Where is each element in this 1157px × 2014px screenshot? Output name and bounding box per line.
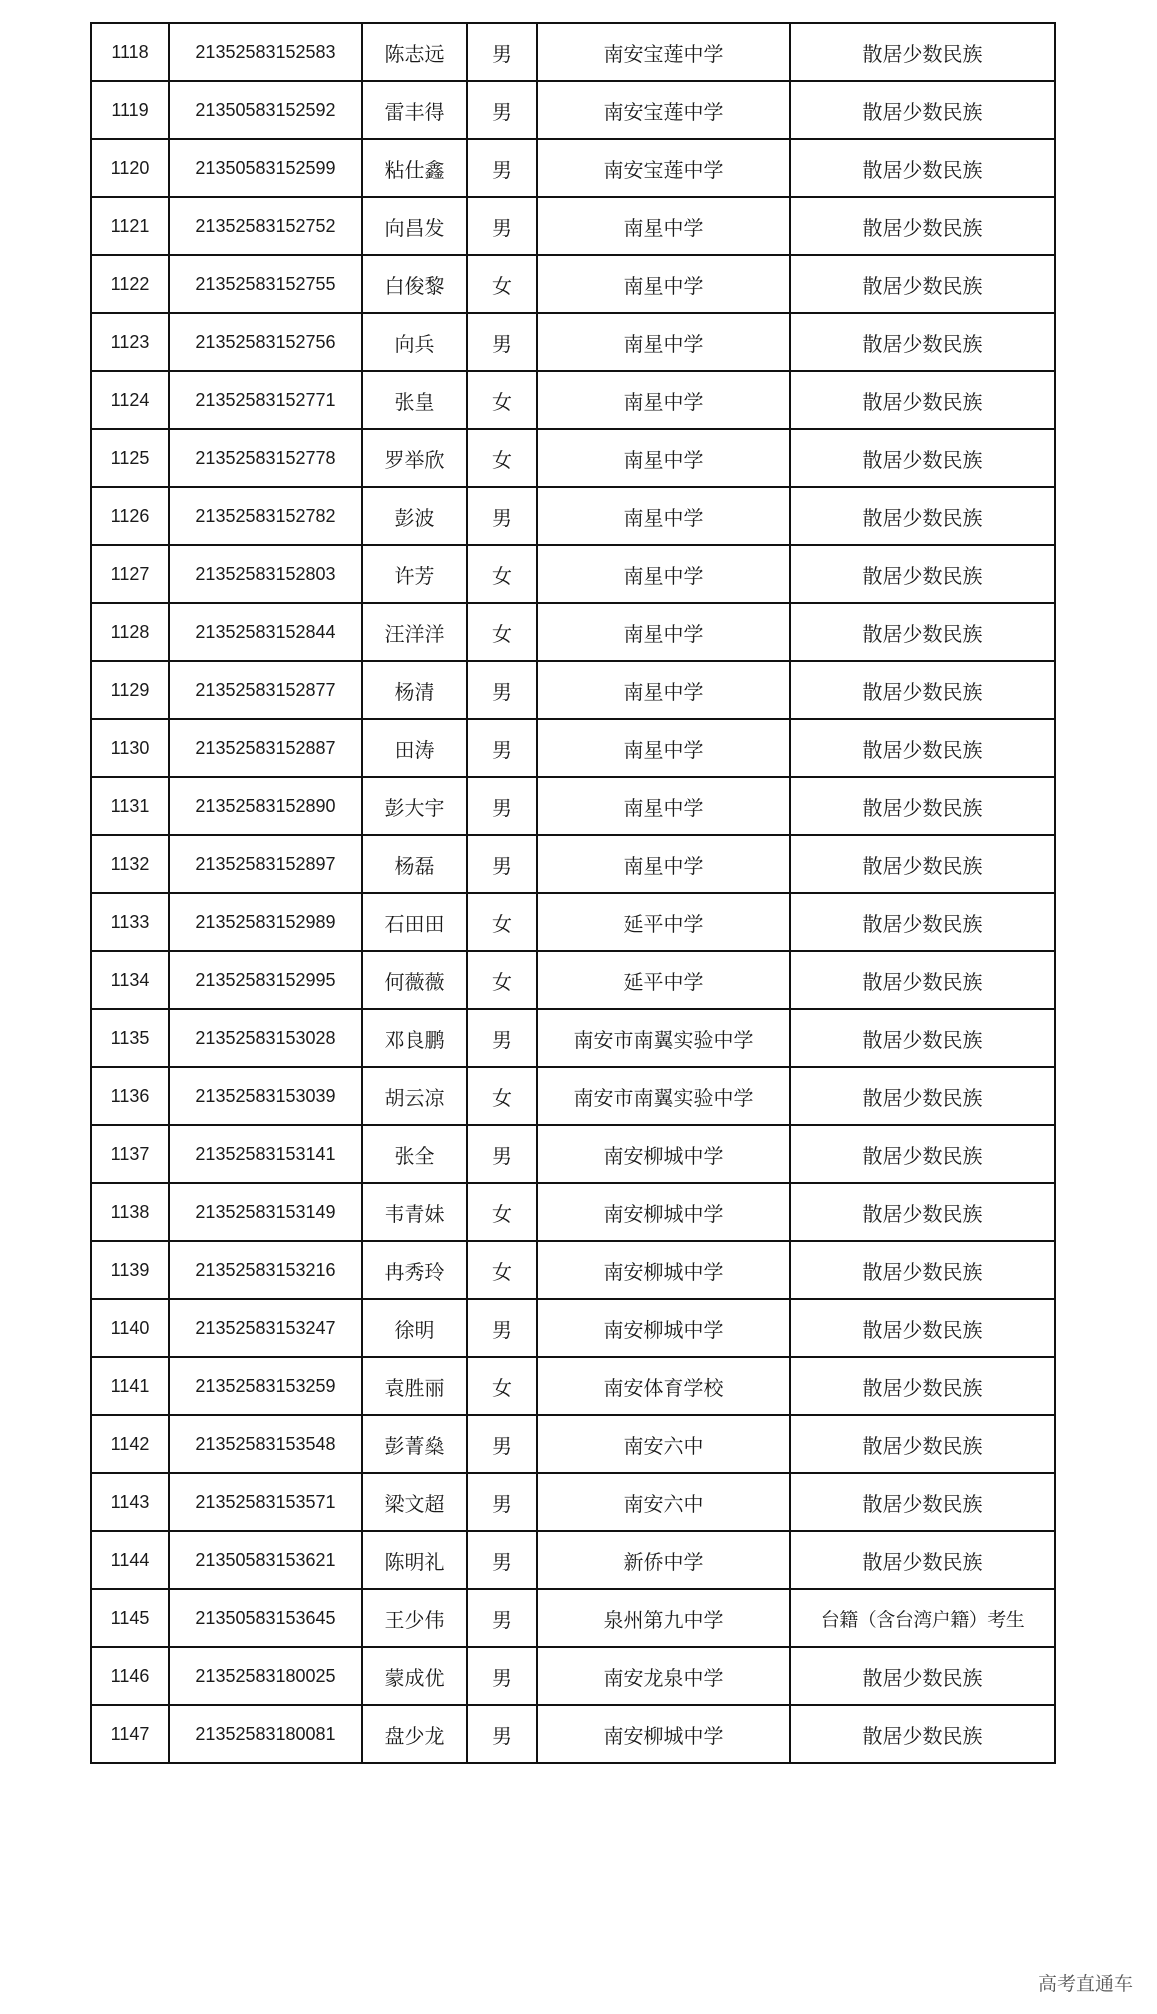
table-row — [91, 23, 1055, 81]
table-row — [91, 255, 1055, 313]
student-name-cell: 冉秀玲 — [362, 1241, 467, 1299]
exam-id-cell: 21352583152989 — [169, 893, 362, 951]
row-number-cell: 1139 — [91, 1241, 169, 1299]
table-row — [91, 371, 1055, 429]
school-name-cell: 南安柳城中学 — [537, 1705, 790, 1763]
student-name-cell: 胡云凉 — [362, 1067, 467, 1125]
gender-cell: 男 — [467, 1473, 537, 1531]
gender-cell: 女 — [467, 429, 537, 487]
category-cell: 散居少数民族 — [790, 197, 1055, 255]
student-name-cell: 蒙成优 — [362, 1647, 467, 1705]
gender-cell: 男 — [467, 777, 537, 835]
row-number-cell: 1127 — [91, 545, 169, 603]
row-number-cell: 1138 — [91, 1183, 169, 1241]
row-number-cell: 1119 — [91, 81, 169, 139]
table-row — [91, 719, 1055, 777]
student-name-cell: 田涛 — [362, 719, 467, 777]
school-name-cell: 泉州第九中学 — [537, 1589, 790, 1647]
exam-id-cell: 21352583152890 — [169, 777, 362, 835]
table-row — [91, 1415, 1055, 1473]
student-name-cell: 陈志远 — [362, 23, 467, 81]
table-row — [91, 893, 1055, 951]
category-cell: 台籍（含台湾户籍）考生 — [790, 1589, 1055, 1647]
row-number-cell: 1146 — [91, 1647, 169, 1705]
table-row — [91, 81, 1055, 139]
gender-cell: 男 — [467, 1705, 537, 1763]
table-row — [91, 603, 1055, 661]
category-cell: 散居少数民族 — [790, 139, 1055, 197]
category-cell: 散居少数民族 — [790, 487, 1055, 545]
student-name-cell: 王少伟 — [362, 1589, 467, 1647]
student-name-cell: 袁胜丽 — [362, 1357, 467, 1415]
row-number-cell: 1145 — [91, 1589, 169, 1647]
row-number-cell: 1118 — [91, 23, 169, 81]
student-name-cell: 白俊黎 — [362, 255, 467, 313]
school-name-cell: 南星中学 — [537, 255, 790, 313]
gender-cell: 男 — [467, 835, 537, 893]
category-cell: 散居少数民族 — [790, 23, 1055, 81]
table-row — [91, 661, 1055, 719]
school-name-cell: 南安市南翼实验中学 — [537, 1009, 790, 1067]
row-number-cell: 1135 — [91, 1009, 169, 1067]
table-row — [91, 1241, 1055, 1299]
gender-cell: 女 — [467, 255, 537, 313]
table-row — [91, 1589, 1055, 1647]
row-number-cell: 1131 — [91, 777, 169, 835]
school-name-cell: 南安柳城中学 — [537, 1299, 790, 1357]
gender-cell: 女 — [467, 951, 537, 1009]
school-name-cell: 南安市南翼实验中学 — [537, 1067, 790, 1125]
category-cell: 散居少数民族 — [790, 255, 1055, 313]
gender-cell: 男 — [467, 1009, 537, 1067]
student-name-cell: 彭菁燊 — [362, 1415, 467, 1473]
category-cell: 散居少数民族 — [790, 1299, 1055, 1357]
exam-id-cell: 21352583152897 — [169, 835, 362, 893]
school-name-cell: 南安柳城中学 — [537, 1241, 790, 1299]
exam-id-cell: 21352583152887 — [169, 719, 362, 777]
school-name-cell: 南星中学 — [537, 371, 790, 429]
school-name-cell: 南星中学 — [537, 719, 790, 777]
category-cell: 散居少数民族 — [790, 545, 1055, 603]
category-cell: 散居少数民族 — [790, 661, 1055, 719]
school-name-cell: 新侨中学 — [537, 1531, 790, 1589]
category-cell: 散居少数民族 — [790, 893, 1055, 951]
gender-cell: 女 — [467, 1183, 537, 1241]
exam-id-cell: 21350583153645 — [169, 1589, 362, 1647]
table-row — [91, 1647, 1055, 1705]
table-row — [91, 313, 1055, 371]
row-number-cell: 1137 — [91, 1125, 169, 1183]
student-name-cell: 张皇 — [362, 371, 467, 429]
student-name-cell: 汪洋洋 — [362, 603, 467, 661]
row-number-cell: 1147 — [91, 1705, 169, 1763]
gender-cell: 女 — [467, 1357, 537, 1415]
exam-id-cell: 21352583152844 — [169, 603, 362, 661]
row-number-cell: 1126 — [91, 487, 169, 545]
student-name-cell: 张全 — [362, 1125, 467, 1183]
row-number-cell: 1144 — [91, 1531, 169, 1589]
student-name-cell: 梁文超 — [362, 1473, 467, 1531]
category-cell: 散居少数民族 — [790, 81, 1055, 139]
row-number-cell: 1120 — [91, 139, 169, 197]
exam-id-cell: 21352583152756 — [169, 313, 362, 371]
row-number-cell: 1142 — [91, 1415, 169, 1473]
student-name-cell: 向兵 — [362, 313, 467, 371]
gender-cell: 女 — [467, 1241, 537, 1299]
gender-cell: 女 — [467, 603, 537, 661]
row-number-cell: 1133 — [91, 893, 169, 951]
gender-cell: 女 — [467, 893, 537, 951]
exam-id-cell: 21352583153259 — [169, 1357, 362, 1415]
gender-cell: 男 — [467, 1531, 537, 1589]
exam-id-cell: 21352583152583 — [169, 23, 362, 81]
gender-cell: 男 — [467, 1125, 537, 1183]
category-cell: 散居少数民族 — [790, 1357, 1055, 1415]
row-number-cell: 1134 — [91, 951, 169, 1009]
student-name-cell: 盘少龙 — [362, 1705, 467, 1763]
table-row — [91, 197, 1055, 255]
row-number-cell: 1122 — [91, 255, 169, 313]
table-row — [91, 429, 1055, 487]
category-cell: 散居少数民族 — [790, 719, 1055, 777]
student-name-cell: 杨清 — [362, 661, 467, 719]
school-name-cell: 南安宝莲中学 — [537, 81, 790, 139]
exam-id-cell: 21352583152877 — [169, 661, 362, 719]
table-row — [91, 1009, 1055, 1067]
category-cell: 散居少数民族 — [790, 951, 1055, 1009]
gender-cell: 女 — [467, 1067, 537, 1125]
gender-cell: 男 — [467, 1647, 537, 1705]
student-name-cell: 雷丰得 — [362, 81, 467, 139]
exam-id-cell: 21352583153039 — [169, 1067, 362, 1125]
exam-id-cell: 21352583153216 — [169, 1241, 362, 1299]
category-cell: 散居少数民族 — [790, 1009, 1055, 1067]
gender-cell: 男 — [467, 313, 537, 371]
table-row — [91, 545, 1055, 603]
school-name-cell: 南星中学 — [537, 603, 790, 661]
row-number-cell: 1129 — [91, 661, 169, 719]
table-row — [91, 1705, 1055, 1763]
category-cell: 散居少数民族 — [790, 603, 1055, 661]
exam-id-cell: 21352583153548 — [169, 1415, 362, 1473]
student-name-cell: 杨磊 — [362, 835, 467, 893]
table-row — [91, 777, 1055, 835]
gender-cell: 男 — [467, 487, 537, 545]
category-cell: 散居少数民族 — [790, 1473, 1055, 1531]
table-row — [91, 1299, 1055, 1357]
table-body — [91, 23, 1055, 1763]
school-name-cell: 南星中学 — [537, 545, 790, 603]
school-name-cell: 南星中学 — [537, 487, 790, 545]
table-row — [91, 1531, 1055, 1589]
school-name-cell: 南星中学 — [537, 313, 790, 371]
student-name-cell: 徐明 — [362, 1299, 467, 1357]
category-cell: 散居少数民族 — [790, 1531, 1055, 1589]
category-cell: 散居少数民族 — [790, 1415, 1055, 1473]
exam-id-cell: 21352583153141 — [169, 1125, 362, 1183]
gender-cell: 男 — [467, 139, 537, 197]
exam-id-cell: 21350583152599 — [169, 139, 362, 197]
school-name-cell: 南安龙泉中学 — [537, 1647, 790, 1705]
exam-id-cell: 21352583153149 — [169, 1183, 362, 1241]
exam-id-cell: 21350583153621 — [169, 1531, 362, 1589]
school-name-cell: 南星中学 — [537, 835, 790, 893]
row-number-cell: 1136 — [91, 1067, 169, 1125]
gender-cell: 男 — [467, 1415, 537, 1473]
school-name-cell: 南星中学 — [537, 429, 790, 487]
category-cell: 散居少数民族 — [790, 1125, 1055, 1183]
row-number-cell: 1124 — [91, 371, 169, 429]
category-cell: 散居少数民族 — [790, 835, 1055, 893]
exam-id-cell: 21352583152803 — [169, 545, 362, 603]
student-name-cell: 许芳 — [362, 545, 467, 603]
table-row — [91, 139, 1055, 197]
table-row — [91, 951, 1055, 1009]
category-cell: 散居少数民族 — [790, 1183, 1055, 1241]
gender-cell: 男 — [467, 719, 537, 777]
table-row — [91, 1067, 1055, 1125]
student-name-cell: 罗举欣 — [362, 429, 467, 487]
exam-id-cell: 21352583180081 — [169, 1705, 362, 1763]
gender-cell: 男 — [467, 23, 537, 81]
student-name-cell: 何薇薇 — [362, 951, 467, 1009]
exam-id-cell: 21352583152782 — [169, 487, 362, 545]
exam-id-cell: 21352583152752 — [169, 197, 362, 255]
row-number-cell: 1141 — [91, 1357, 169, 1415]
school-name-cell: 南安宝莲中学 — [537, 139, 790, 197]
school-name-cell: 南安体育学校 — [537, 1357, 790, 1415]
gender-cell: 男 — [467, 197, 537, 255]
row-number-cell: 1140 — [91, 1299, 169, 1357]
exam-id-cell: 21352583152778 — [169, 429, 362, 487]
student-name-cell: 粘仕鑫 — [362, 139, 467, 197]
school-name-cell: 南安宝莲中学 — [537, 23, 790, 81]
exam-id-cell: 21352583180025 — [169, 1647, 362, 1705]
row-number-cell: 1121 — [91, 197, 169, 255]
gender-cell: 男 — [467, 1589, 537, 1647]
table-row — [91, 835, 1055, 893]
exam-id-cell: 21352583153028 — [169, 1009, 362, 1067]
student-name-cell: 韦青妹 — [362, 1183, 467, 1241]
exam-id-cell: 21352583152995 — [169, 951, 362, 1009]
category-cell: 散居少数民族 — [790, 371, 1055, 429]
category-cell: 散居少数民族 — [790, 429, 1055, 487]
table-row — [91, 1473, 1055, 1531]
student-name-cell: 邓良鹏 — [362, 1009, 467, 1067]
school-name-cell: 延平中学 — [537, 893, 790, 951]
category-cell: 散居少数民族 — [790, 777, 1055, 835]
student-name-cell: 石田田 — [362, 893, 467, 951]
exam-id-cell: 21352583153247 — [169, 1299, 362, 1357]
category-cell: 散居少数民族 — [790, 1647, 1055, 1705]
category-cell: 散居少数民族 — [790, 1705, 1055, 1763]
gender-cell: 女 — [467, 545, 537, 603]
school-name-cell: 南安六中 — [537, 1415, 790, 1473]
row-number-cell: 1125 — [91, 429, 169, 487]
exam-id-cell: 21352583152771 — [169, 371, 362, 429]
category-cell: 散居少数民族 — [790, 1241, 1055, 1299]
exam-id-cell: 21352583152755 — [169, 255, 362, 313]
exam-id-cell: 21350583152592 — [169, 81, 362, 139]
row-number-cell: 1123 — [91, 313, 169, 371]
candidate-table — [90, 22, 1056, 1764]
category-cell: 散居少数民族 — [790, 313, 1055, 371]
student-name-cell: 陈明礼 — [362, 1531, 467, 1589]
gender-cell: 男 — [467, 81, 537, 139]
school-name-cell: 南星中学 — [537, 661, 790, 719]
table-row — [91, 1125, 1055, 1183]
row-number-cell: 1128 — [91, 603, 169, 661]
school-name-cell: 南星中学 — [537, 777, 790, 835]
table-row — [91, 487, 1055, 545]
student-name-cell: 彭大宇 — [362, 777, 467, 835]
table-row — [91, 1183, 1055, 1241]
school-name-cell: 南安柳城中学 — [537, 1183, 790, 1241]
exam-id-cell: 21352583153571 — [169, 1473, 362, 1531]
gender-cell: 男 — [467, 661, 537, 719]
school-name-cell: 南安六中 — [537, 1473, 790, 1531]
row-number-cell: 1143 — [91, 1473, 169, 1531]
row-number-cell: 1132 — [91, 835, 169, 893]
gender-cell: 女 — [467, 371, 537, 429]
school-name-cell: 延平中学 — [537, 951, 790, 1009]
gender-cell: 男 — [467, 1299, 537, 1357]
watermark-text: 高考直通车 — [1037, 1973, 1133, 1995]
student-name-cell: 向昌发 — [362, 197, 467, 255]
school-name-cell: 南安柳城中学 — [537, 1125, 790, 1183]
student-name-cell: 彭波 — [362, 487, 467, 545]
table-row — [91, 1357, 1055, 1415]
school-name-cell: 南星中学 — [537, 197, 790, 255]
category-cell: 散居少数民族 — [790, 1067, 1055, 1125]
row-number-cell: 1130 — [91, 719, 169, 777]
